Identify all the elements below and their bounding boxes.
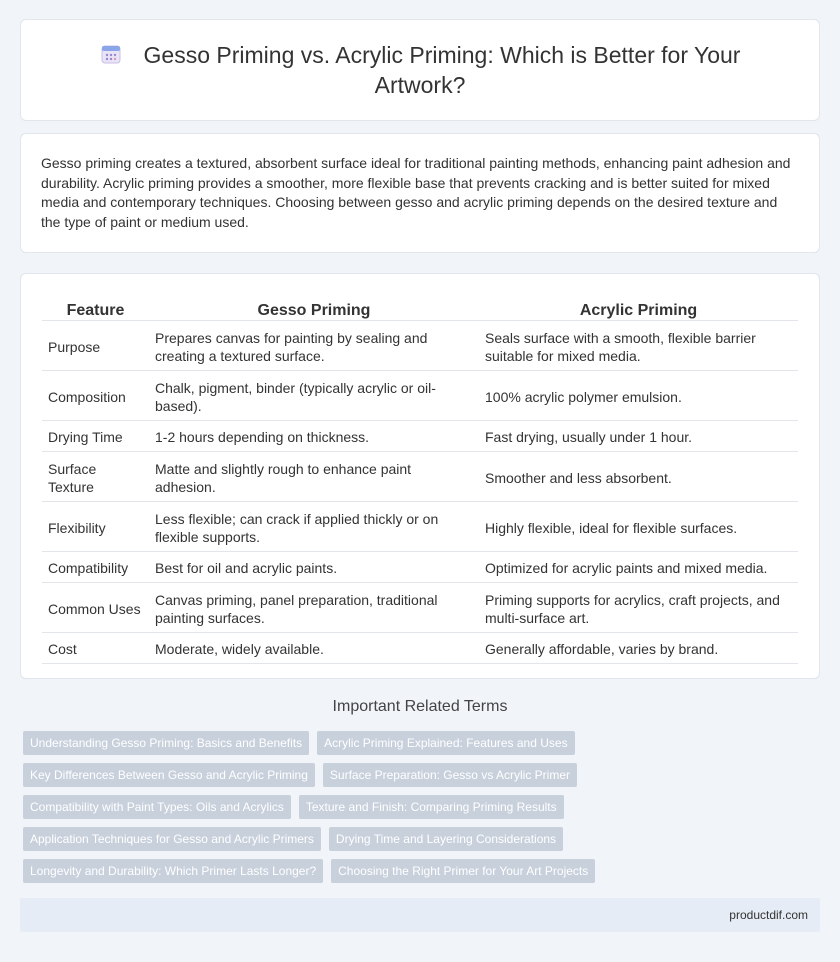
page-title: Gesso Priming vs. Acrylic Priming: Which is Better for Your Artwork? (143, 42, 741, 98)
related-term-tag[interactable]: Understanding Gesso Priming: Basics and Benefits (23, 731, 309, 755)
row-feature: Cost (42, 633, 149, 664)
row-acrylic: Optimized for acrylic paints and mixed media. (479, 552, 798, 583)
row-acrylic: Fast drying, usually under 1 hour. (479, 421, 798, 452)
related-term-tag[interactable]: Longevity and Durability: Which Primer Lasts Longer? (23, 859, 323, 883)
intro-card (20, 133, 820, 253)
related-term-tag[interactable]: Key Differences Between Gesso and Acrylic Priming (23, 763, 315, 787)
row-gesso: Prepares canvas for painting by sealing and creating a textured surface. (149, 321, 479, 371)
row-feature: Common Uses (42, 583, 149, 633)
calendar-icon (100, 42, 122, 64)
row-feature: Surface Texture (42, 452, 149, 502)
table-row (42, 371, 798, 421)
intro-paragraph: Gesso priming creates a textured, absorbent surface ideal for traditional painting methods, enhancing paint adhesion and durability. Acrylic priming provides a smoother, more flexible base that prevents cracking and is better suited for mixed media and contemporary techniques. Choosing between gesso and acrylic priming depends on the desired texture and the type of paint or medium used. (41, 155, 791, 230)
row-gesso: Moderate, widely available. (149, 633, 479, 664)
row-acrylic: 100% acrylic polymer emulsion. (479, 371, 798, 421)
row-gesso: Chalk, pigment, binder (typically acrylic or oil-based). (149, 371, 479, 421)
comparison-card (20, 273, 820, 679)
table-row (42, 583, 798, 633)
row-gesso: Canvas priming, panel preparation, traditional painting surfaces. (149, 583, 479, 633)
row-gesso: Matte and slightly rough to enhance paint adhesion. (149, 452, 479, 502)
table-row (42, 502, 798, 552)
row-acrylic: Smoother and less absorbent. (479, 452, 798, 502)
related-terms-list (23, 731, 803, 891)
header-acrylic: Acrylic Priming (479, 294, 798, 321)
row-feature: Purpose (42, 321, 149, 371)
title-card (20, 19, 820, 121)
row-feature: Flexibility (42, 502, 149, 552)
related-term-tag[interactable]: Compatibility with Paint Types: Oils and Acrylics (23, 795, 291, 819)
related-term-tag[interactable]: Acrylic Priming Explained: Features and Uses (317, 731, 574, 755)
table-row (42, 633, 798, 664)
row-gesso: Less flexible; can crack if applied thickly or on flexible supports. (149, 502, 479, 552)
row-acrylic: Highly flexible, ideal for flexible surfaces. (479, 502, 798, 552)
related-term-tag[interactable]: Choosing the Right Primer for Your Art Projects (331, 859, 595, 883)
footer-site-link[interactable]: productdif.com (729, 908, 808, 922)
table-row (42, 321, 798, 371)
table-row (42, 552, 798, 583)
comparison-table (42, 294, 798, 664)
row-acrylic: Seals surface with a smooth, flexible barrier suitable for mixed media. (479, 321, 798, 371)
row-acrylic: Generally affordable, varies by brand. (479, 633, 798, 664)
header-feature: Feature (42, 294, 149, 321)
table-header-row (42, 294, 798, 321)
row-feature: Compatibility (42, 552, 149, 583)
footer (20, 898, 820, 932)
table-row (42, 421, 798, 452)
related-term-tag[interactable]: Drying Time and Layering Considerations (329, 827, 563, 851)
table-row (42, 452, 798, 502)
related-term-tag[interactable]: Application Techniques for Gesso and Acrylic Primers (23, 827, 321, 851)
row-gesso: Best for oil and acrylic paints. (149, 552, 479, 583)
related-term-tag[interactable]: Surface Preparation: Gesso vs Acrylic Primer (323, 763, 577, 787)
row-gesso: 1-2 hours depending on thickness. (149, 421, 479, 452)
row-acrylic: Priming supports for acrylics, craft projects, and multi-surface art. (479, 583, 798, 633)
row-feature: Drying Time (42, 421, 149, 452)
header-gesso: Gesso Priming (149, 294, 479, 321)
related-terms-heading: Important Related Terms (332, 698, 508, 715)
row-feature: Composition (42, 371, 149, 421)
related-term-tag[interactable]: Texture and Finish: Comparing Priming Results (299, 795, 564, 819)
